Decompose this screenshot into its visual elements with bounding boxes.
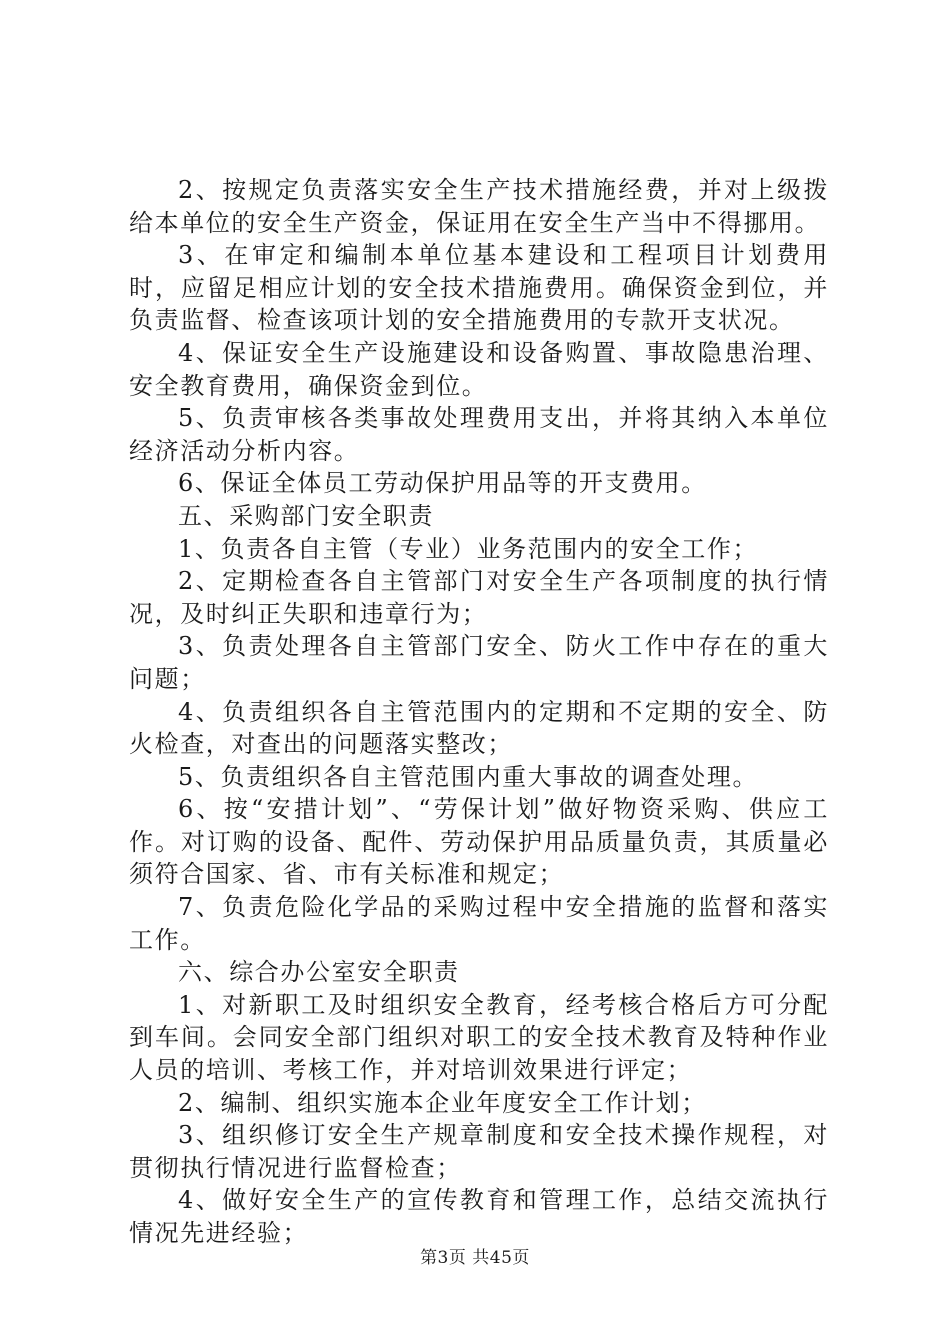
paragraph: 3、在审定和编制本单位基本建设和工程项目计划费用时，应留足相应计划的安全技术措施费用。确保资金到位，并负责监督、检查该项计划的安全措施费用的专款开支状况。: [129, 241, 829, 335]
paragraph: 2、定期检查各自主管部门对安全生产各项制度的执行情况，及时纠正失职和违章行为；: [129, 567, 829, 628]
paragraph: 3、组织修订安全生产规章制度和安全技术操作规程，对贯彻执行情况进行监督检查；: [129, 1121, 829, 1182]
paragraph: 2、编制、组织实施本企业年度安全工作计划；: [178, 1088, 707, 1117]
document-body: [129, 174, 829, 1250]
paragraph: 2、按规定负责落实安全生产技术措施经费，并对上级拨给本单位的安全生产资金，保证用在安全生产当中不得挪用。: [129, 176, 829, 237]
paragraph: 6、保证全体员工劳动保护用品等的开支费用。: [178, 469, 707, 498]
paragraph: 7、负责危险化学品的采购过程中安全措施的监督和落实工作。: [129, 893, 829, 954]
page-number-footer: 第3页 共45页: [420, 1248, 530, 1268]
section-heading: 五、采购部门安全职责: [178, 501, 434, 530]
paragraph: 6、按“安措计划”、“劳保计划”做好物资采购、供应工作。对订购的设备、配件、劳动保护用品质量负责，其质量必须符合国家、省、市有关标准和规定；: [129, 795, 829, 889]
paragraph: 1、负责各自主管（专业）业务范围内的安全工作；: [178, 534, 759, 563]
paragraph: 3、负责处理各自主管部门安全、防火工作中存在的重大问题；: [129, 632, 829, 693]
section-heading: 六、综合办公室安全职责: [178, 958, 460, 987]
paragraph: 4、负责组织各自主管范围内的定期和不定期的安全、防火检查，对查出的问题落实整改；: [129, 697, 829, 759]
paragraph: 4、保证安全生产设施建设和设备购置、事故隐患治理、安全教育费用，确保资金到位。: [129, 338, 829, 400]
paragraph: 5、负责组织各自主管范围内重大事故的调查处理。: [178, 762, 759, 791]
paragraph: 1、对新职工及时组织安全教育，经考核合格后方可分配到车间。会同安全部门组织对职工的安全技术教育及特种作业人员的培训、考核工作，并对培训效果进行评定；: [129, 990, 829, 1085]
paragraph: 4、做好安全生产的宣传教育和管理工作，总结交流执行情况先进经验；: [129, 1186, 829, 1247]
paragraph: 5、负责审核各类事故处理费用支出，并将其纳入本单位经济活动分析内容。: [129, 404, 829, 465]
